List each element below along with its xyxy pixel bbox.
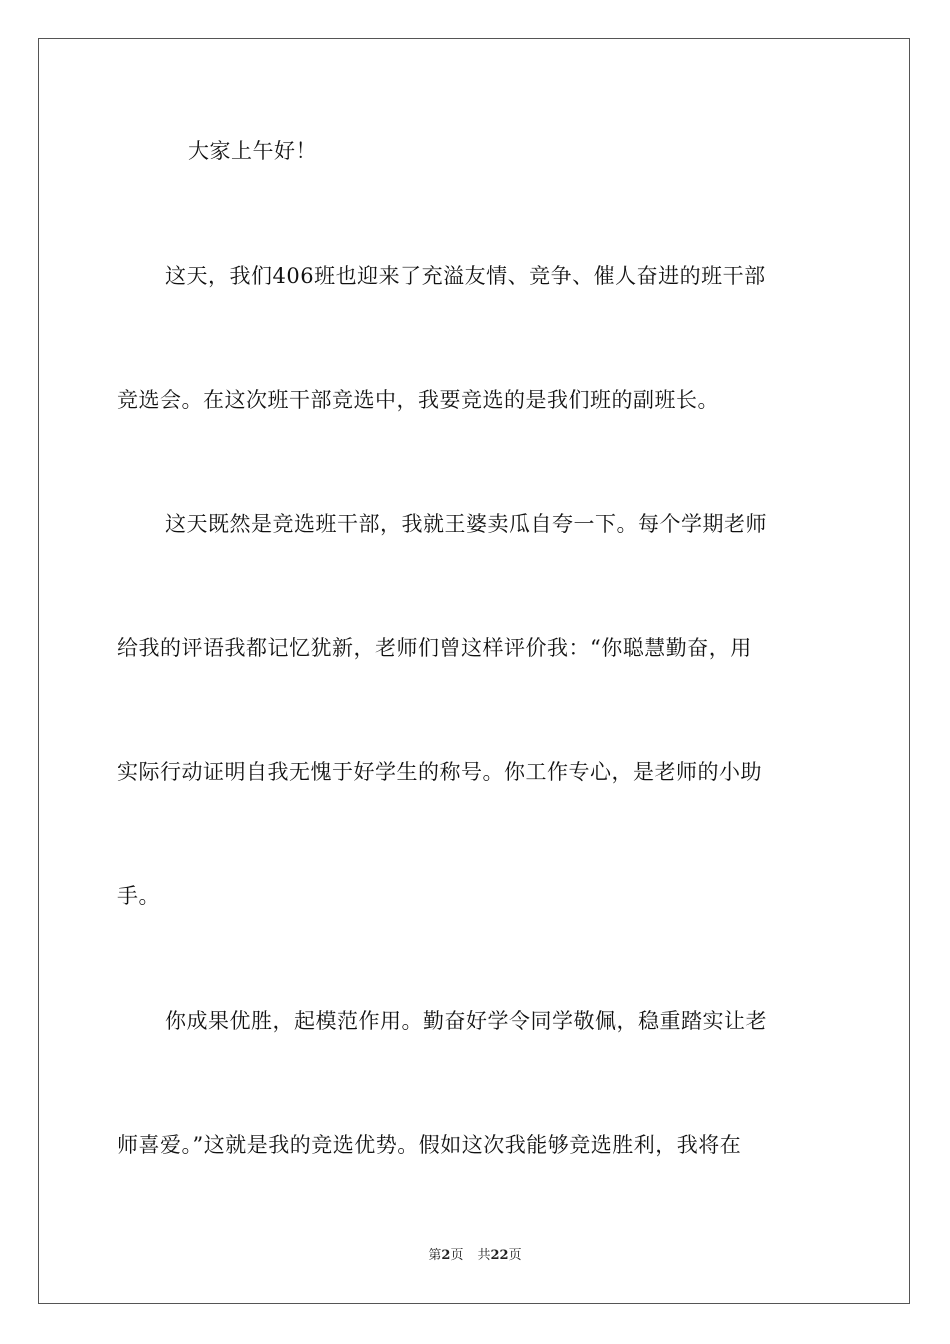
footer-page-suffix: 页: [450, 1248, 464, 1263]
footer-page-prefix: 第: [428, 1248, 442, 1263]
page-footer: [0, 1247, 950, 1265]
paragraph-3-line-1: 你成果优胜，起模范作用。勤奋好学令同学敬佩，稳重踏实让老: [165, 1009, 767, 1033]
paragraph-2-line-3: 实际行动证明自我无愧于好学生的称号。你工作专心，是老师的小助: [117, 760, 762, 784]
paragraph-2-line-1: 这天既然是竞选班干部，我就王婆卖瓜自夸一下。每个学期老师: [165, 512, 767, 536]
paragraph-3-line-2: 师喜爱。”这就是我的竞选优势。假如这次我能够竞选胜利，我将在: [117, 1133, 742, 1157]
footer-total-suffix: 页: [508, 1248, 522, 1263]
paragraph-1-line-2: 竞选会。在这次班干部竞选中，我要竞选的是我们班的副班长。: [117, 388, 719, 412]
footer-total-pages: 22: [490, 1248, 509, 1263]
footer-page-number: 2: [441, 1248, 451, 1263]
page-border: [38, 38, 910, 1304]
greeting-line: 大家上午好！: [188, 139, 317, 163]
footer-total-prefix: 共: [477, 1248, 491, 1263]
paragraph-2-line-4: 手。: [117, 884, 160, 908]
paragraph-2-line-2: 给我的评语我都记忆犹新，老师们曾这样评价我：“你聪慧勤奋，用: [117, 636, 752, 660]
paragraph-1-line-1: 这天，我们406班也迎来了充溢友情、竞争、催人奋进的班干部: [165, 264, 766, 288]
